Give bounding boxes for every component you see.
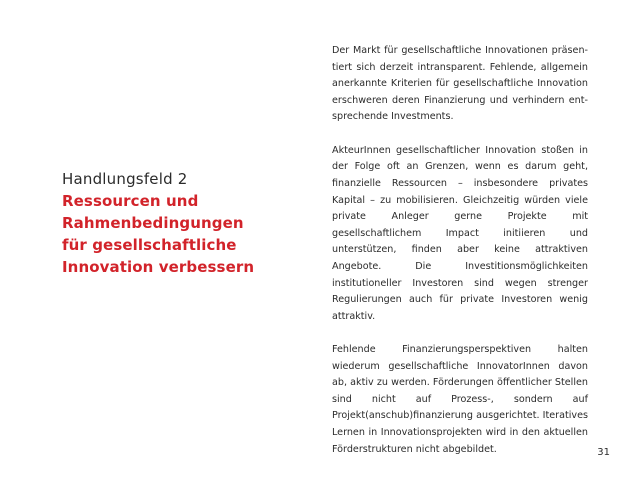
body-paragraph: Der Markt für gesellschaftliche Innovationen präsentiert sich derzeit intransparent. Fehlende, allgemein anerkannte Kriterien für gesellschaftliche Innovation erschweren deren Finanzierung und verhindern entsprechende Investments. <box>332 45 588 123</box>
body-paragraph: Fehlende Finanzierungsperspektiven halten wiederum gesellschaftliche InnovatorInnen davon ab, aktiv zu werden. Förderungen öffentlicher Stellen sind nicht auf Prozess-, sondern auf Projekt(anschub)finanzierung ausgerichtet. Iteratives Lernen in Innovationsprojekten wird in den aktuellen Förderstrukturen nicht abgebildet. <box>332 344 588 455</box>
section-title <box>62 190 262 278</box>
body-paragraph: AkteurInnen gesellschaftlicher Innovation stoßen in der Folge oft an Grenzen, wenn es darum geht, finanzielle Ressourcen – insbesondere privates Kapital – zu mobilisieren. Gleichzeitig würden viele private Anleger gerne Projekte mit gesellschaftlichem Impact initiieren und unterstützen, finden aber keine attraktiven Angebote. Die Investitionsmöglichkeiten institutioneller Investoren sind wegen strenger Regulierungen auch für private Investoren wenig attraktiv. <box>332 144 588 322</box>
section-title-line: Rahmenbedingungen <box>62 214 244 232</box>
section-label: Handlungsfeld 2 <box>62 170 188 188</box>
section-title-line: Innovation verbessern <box>62 258 255 276</box>
page-number: 31 <box>597 447 610 458</box>
section-title-line: Ressourcen und <box>62 192 199 210</box>
body-text-column <box>332 43 588 475</box>
section-title-line: für gesellschaftliche <box>62 236 237 254</box>
section-heading <box>62 168 262 278</box>
